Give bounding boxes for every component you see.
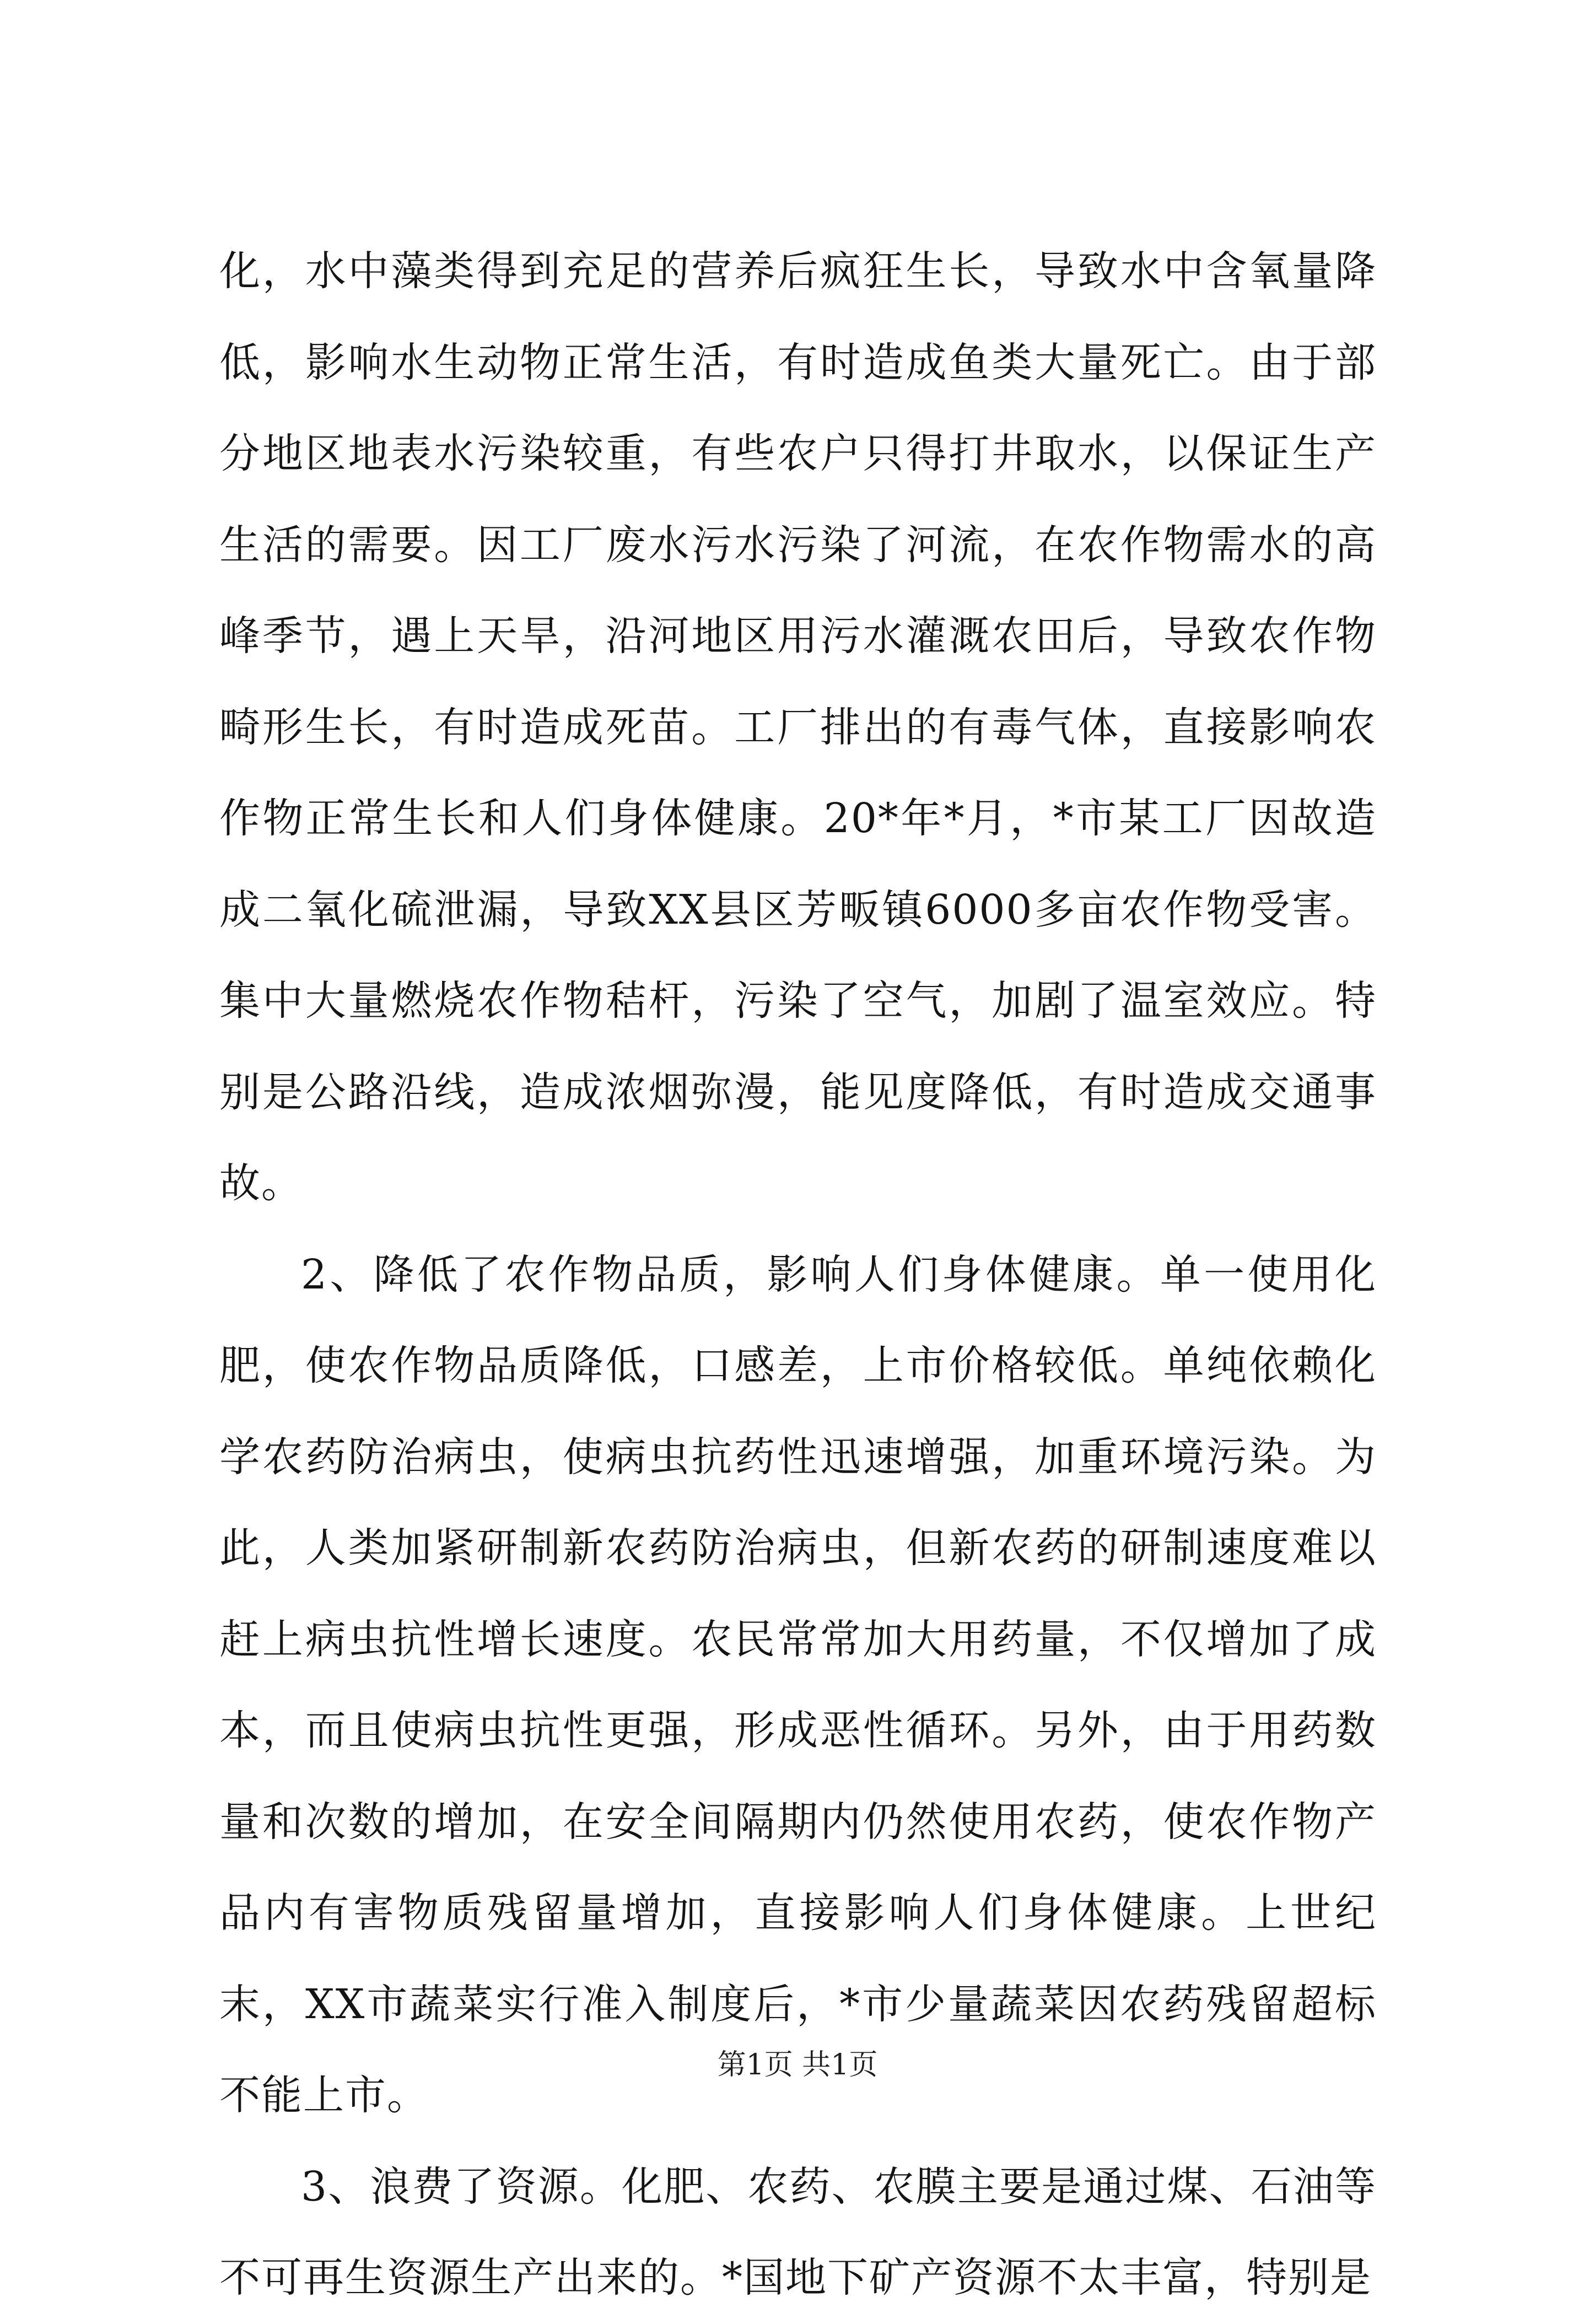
document-body xyxy=(219,226,1377,2324)
paragraph-continued: 化，水中藻类得到充足的营养后疯狂生长，导致水中含氧量降低，影响水生动物正常生活，有时造成鱼类大量死亡。由于部分地区地表水污染较重，有些农户只得打井取水，以保证生产生活的需要。因工厂废水污水污染了河流，在农作物需水的高峰季节，遇上天旱，沿河地区用污水灌溉农田后，导致农作物畸形生长，有时造成死苗。工厂排出的有毒气体，直接影响农作物正常生长和人们身体健康。20*年*月，*市某工厂因故造成二氧化硫泄漏，导致XX县区芳畈镇6000多亩农作物受害。集中大量燃烧农作物秸杆，污染了空气，加剧了温室效应。特别是公路沿线，造成浓烟弥漫，能见度降低，有时造成交通事故。 xyxy=(219,247,1377,1207)
paragraph-point-2: 2、降低了农作物品质，影响人们身体健康。单一使用化肥，使农作物品质降低，口感差，上市价格较低。单纯依赖化学农药防治病虫，使病虫抗药性迅速增强，加重环境污染。为此，人类加紧研制新农药防治病虫，但新农药的研制速度难以赶上病虫抗性增长速度。农民常常加大用药量，不仅增加了成本，而且使病虫抗性更强，形成恶性循环。另外，由于用药数量和次数的增加，在安全间隔期内仍然使用农药，使农作物产品内有害物质残留量增加，直接影响人们身体健康。上世纪末，XX市蔬菜实行准入制度后，*市少量蔬菜因农药残留超标不能上市。 xyxy=(219,1250,1377,2119)
paragraph-point-3: 3、浪费了资源。化肥、农药、农膜主要是通过煤、石油等不可再生资源生产出来的。*国地下矿产资源不太丰富，特别是 xyxy=(219,2163,1377,2301)
page-footer: 第1页 共1页 xyxy=(717,2048,878,2082)
